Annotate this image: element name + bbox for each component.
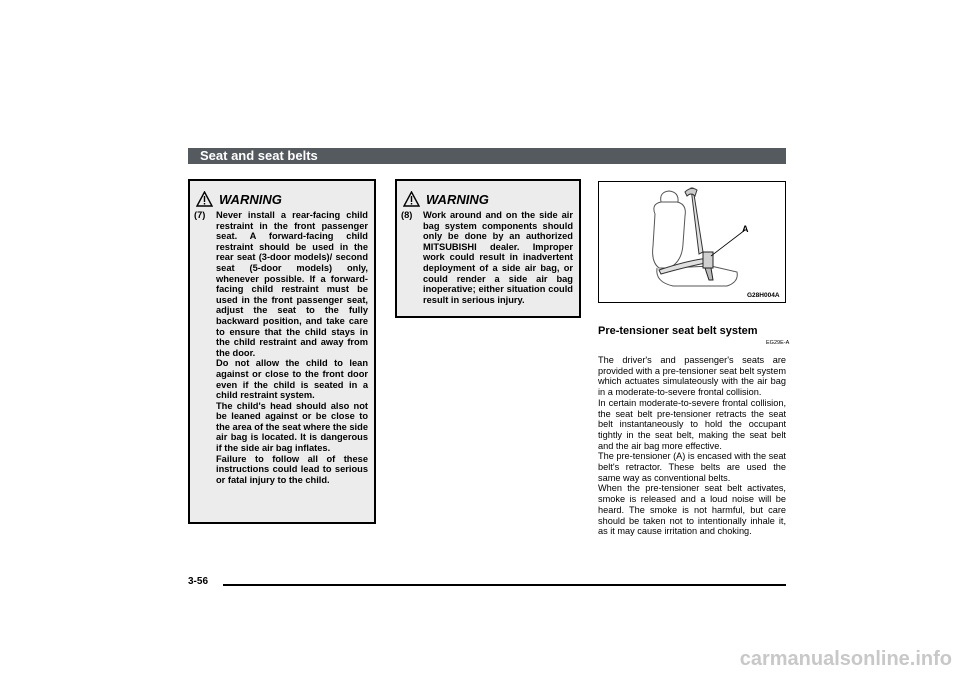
footer-rule: [223, 584, 786, 586]
warning-header: [403, 191, 579, 207]
seat-belt-illustration-icon: [599, 182, 785, 302]
warning-box-8: [395, 179, 581, 318]
warning-triangle-icon: [403, 191, 420, 207]
body-paragraph: The driver's and passenger's seats are provided with a pre-tensioner seat belt system which actuates simulateously with the air bag in a moderate-to-severe frontal collision.: [598, 355, 786, 398]
figure-code: G28H004A: [747, 292, 780, 299]
body-paragraph: In certain moderate-to-severe frontal collision, the seat belt pre-tensioner retracts the seat belt instantaneously to hold the occupant tightly in the seat belt, making the seat belt and the air bag more effective.: [598, 397, 786, 451]
section-header-bar: [188, 148, 786, 164]
warning-title: WARNING: [426, 191, 489, 207]
seat-belt-figure: [598, 181, 786, 303]
warning-number: (7): [194, 210, 206, 220]
warning-number: (8): [401, 210, 413, 220]
section-heading: Pre-tensioner seat belt system: [598, 325, 758, 337]
warning-box-7: [188, 179, 376, 524]
figure-label-a: A: [742, 224, 749, 234]
section-body: [598, 355, 786, 537]
warning-body: [194, 210, 368, 485]
body-paragraph: The pre-tensioner (A) is encased with the seat belt's retractor. These belts are used the same way as conventional belts.: [598, 451, 786, 483]
section-code: EG29E-A: [766, 340, 790, 346]
warning-paragraph: Never install a rear-facing child restraint in the front passenger seat. A forward-facing child restraint should be used in the rear seat (3-door models)/ second seat (5-door models) only, whenever possible. If a forward-facing child restraint must be used in the front passenger seat, adjust the seat to the fully backward position, and take care to ensure that the child stays in the child restraint and away from the door.: [216, 210, 368, 358]
warning-paragraph: Failure to follow all of these instructions could lead to serious or fatal injury to the child.: [216, 453, 368, 485]
warning-header: [196, 191, 374, 207]
warning-triangle-icon: [196, 191, 213, 207]
section-title: Seat and seat belts: [200, 148, 318, 163]
warning-text: [216, 210, 368, 485]
warning-paragraph: Do not allow the child to lean against or close to the front door even if the child is seated in a child restraint system.: [216, 358, 368, 401]
warning-body: [401, 210, 573, 305]
warning-paragraph: Work around and on the side air bag system components should only be done by an authorized MITSUBISHI dealer. Improper work could result in inadvertent deployment of a side air bag, or could render a side air bag inoperative; either situation could result in serious injury.: [423, 210, 573, 305]
watermark: carmanualsonline.info: [739, 648, 952, 670]
warning-text: [423, 210, 573, 305]
warning-title: WARNING: [219, 191, 282, 207]
page-number: 3-56: [188, 576, 209, 587]
body-paragraph: When the pre-tensioner seat belt activates, smoke is released and a loud noise will be heard. The smoke is not harmful, but care should be taken not to intentionally inhale it, as it may cause irritation and choking.: [598, 483, 786, 537]
warning-paragraph: The child's head should also not be leaned against or be close to the area of the seat where the side air bag is located. It is dangerous if the side air bag inflates.: [216, 400, 368, 454]
